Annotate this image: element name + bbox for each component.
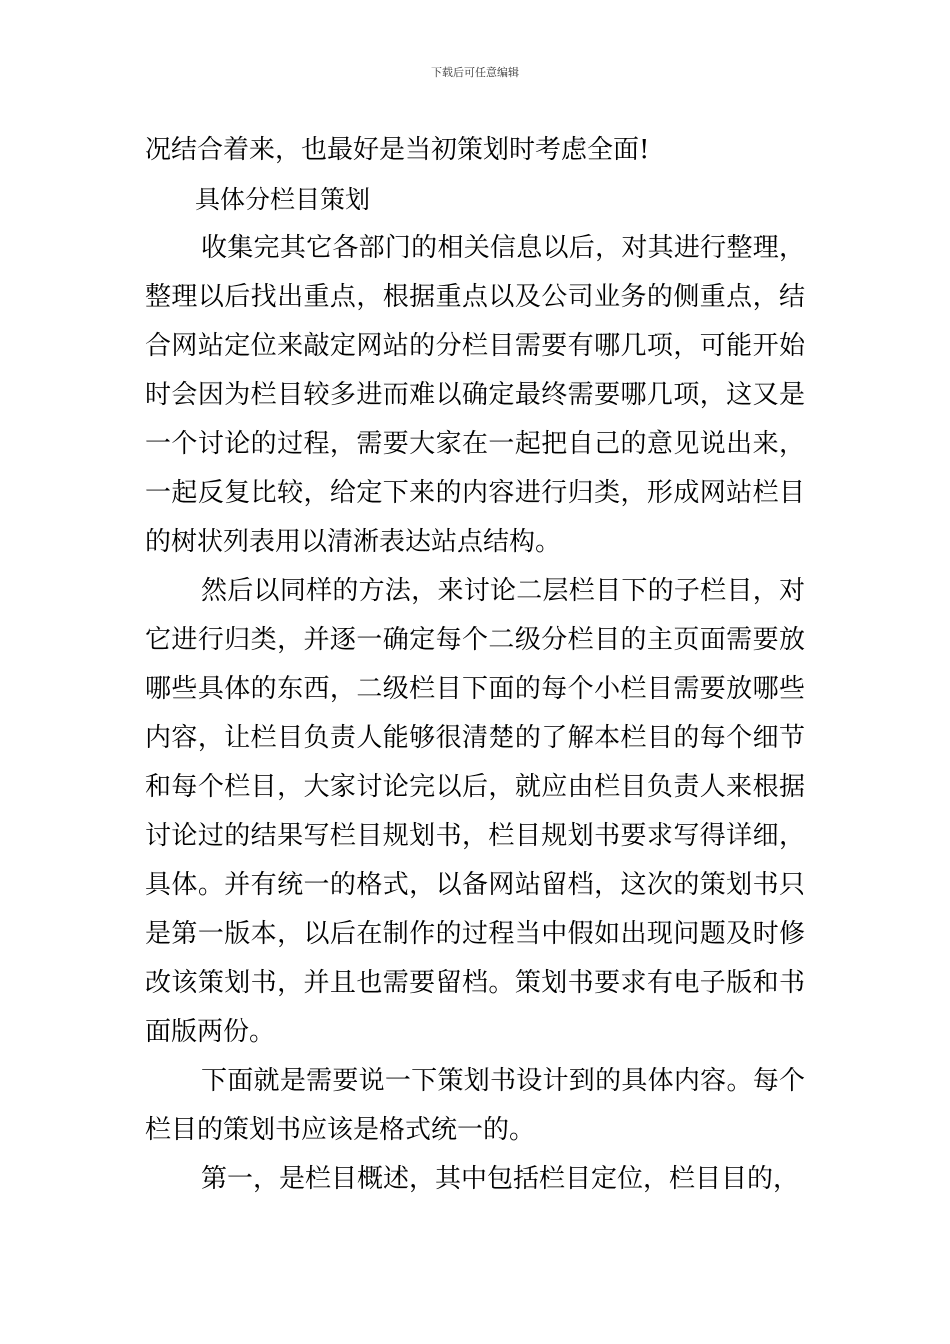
paragraph: 第一，是栏目概述，其中包括栏目定位，栏目目的， bbox=[201, 1164, 800, 1194]
paragraph-continuation: 况结合着来，也最好是当初策划时考虑全面! bbox=[145, 135, 650, 165]
section-heading: 具体分栏目策划 bbox=[195, 185, 371, 214]
page-header: 下载后可任意编辑 bbox=[431, 66, 519, 79]
document-body bbox=[145, 126, 805, 1204]
paragraph: 下面就是需要说一下策划书设计到的具体内容。每个栏目的策划书应该是格式统一的。 bbox=[145, 1066, 805, 1145]
paragraph: 收集完其它各部门的相关信息以后，对其进行整理，整理以后找出重点，根据重点以及公司业务的侧重点，结合网站定位来敲定网站的分栏目需要有哪几项，可能开始时会因为栏目较多进而难以确定最终需要哪几项，这又是一个讨论的过程，需要大家在一起把自己的意见说出来，一起反复比较，给定下来的内容进行归类，形成网站栏目的树状列表用以清淅表达站点结构。 bbox=[145, 233, 805, 557]
paragraph: 然后以同样的方法，来讨论二层栏目下的子栏目，对它进行归类，并逐一确定每个二级分栏目的主页面需要放哪些具体的东西，二级栏目下面的每个小栏目需要放哪些内容，让栏目负责人能够很清楚的了解本栏目的每个细节和每个栏目，大家讨论完以后，就应由栏目负责人来根据讨论过的结果写栏目规划书，栏目规划书要求写得详细，具体。并有统一的格式，以备网站留档，这次的策划书只是第一版本，以后在制作的过程当中假如出现问题及时修改该策划书，并且也需要留档。策划书要求有电子版和书面版两份。 bbox=[145, 576, 805, 1047]
